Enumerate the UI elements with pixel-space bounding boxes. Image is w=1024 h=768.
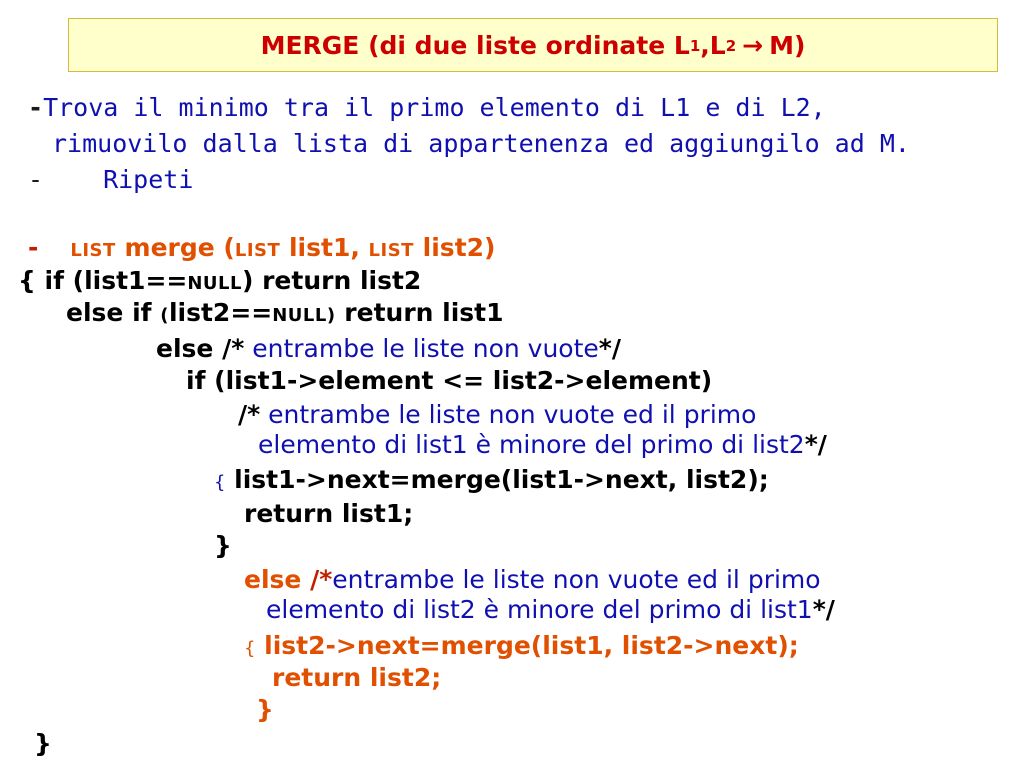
code-line-7: { list1->next=merge(list1->next, list2); (214, 465, 769, 494)
code-comment-1-line-2: elemento di list1 è minore del primo di list2*/ (258, 430, 827, 459)
code-line-13: return list2; (272, 663, 442, 692)
slide-title (68, 18, 998, 72)
title-sub-1: 1 (689, 37, 701, 55)
code-line-12: { list2->next=merge(list1, list2->next); (244, 631, 799, 660)
bullet-2 (28, 164, 193, 196)
code-line-2: else if (list2==NULL) return list1 (66, 298, 504, 327)
code-else-comment-line-2: elemento di list2 è minore del primo di list1*/ (266, 595, 835, 624)
bullet-dash: - (28, 165, 44, 194)
code-line-8: return list1; (244, 499, 414, 528)
code-comment-1-line-1: /* entrambe le liste non vuote ed il primo (238, 400, 757, 429)
bullet-2-text: Ripeti (103, 165, 194, 194)
code-line-14: } (256, 695, 274, 724)
right-arrow-icon: → (742, 30, 764, 60)
code-line-9: } (214, 531, 232, 560)
code-else-comment-line-1: else /*entrambe le liste non vuote ed il primo (244, 565, 821, 594)
code-line-1: { if (list1==NULL) return list2 (18, 266, 422, 295)
title-sub-2: 2 (725, 37, 737, 55)
code-line-15: } (34, 729, 52, 758)
bullet-1-text: Trova il minimo tra il primo elemento di L1 e di L2, (43, 93, 826, 122)
title-end: M) (769, 30, 806, 60)
code-line-4: if (list1->element <= list2->element) (186, 366, 713, 395)
function-signature: - LIST merge (LIST list1, LIST list2) (28, 233, 496, 262)
title-text: MERGE (di due liste ordinate L (260, 30, 690, 60)
title-comma: ,L (700, 30, 726, 60)
bullet-1-line-2: rimuovilo dalla lista di appartenenza ed aggiungilo ad M. (52, 129, 910, 158)
bullet-dash: - (28, 93, 44, 122)
bullet-1-line-1 (28, 92, 826, 124)
code-line-3: else /* entrambe le liste non vuote*/ (156, 334, 622, 363)
